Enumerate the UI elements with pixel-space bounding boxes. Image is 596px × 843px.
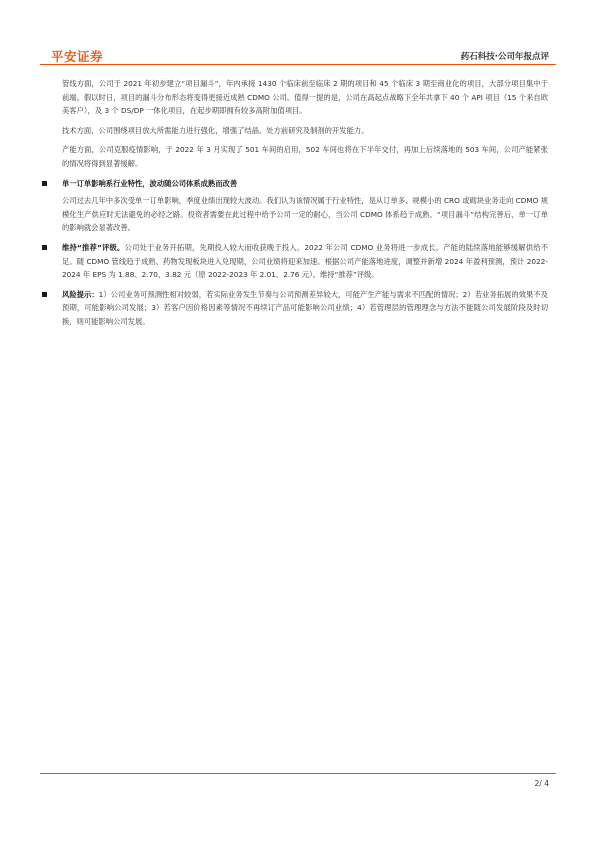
bullet-square-icon [42, 245, 47, 250]
company-logo: 平安证券 [51, 49, 104, 64]
rating-text: 公司处于业务开拓期，先期投入较大而收获晚于投入。2022 年公司 CDMO 业务将进一步成长，产能的陆续落地能够缓解供给不足。随 CDMO 管线趋于成熟、药物发现板块进入兑现期，公司业绩将迎来加速。根据公司产能落地进度，调整并新增 2024 年盈利预测，预计 2022-2024 年 EPS 为 1.88、2.70、3.82 元（原 2022-2023 年 2.01、2.76 元）。维持“推荐”评级。 [62, 242, 549, 280]
section-text: 公司过去几年中多次受单一订单影响，季度业绩出现较大波动。我们认为该情况属于行业特性，是从订单多、规模小的 CRO 或砌块业务走向 CDMO 规模化生产供应时无法避免的必经之路。投资者需要在此过程中给予公司一定的耐心，当公司 CDMO 体系趋于成熟、“项目漏斗”结构完善后，单一订单的影响就会显著改善。 [62, 196, 548, 233]
section-rating [62, 241, 548, 282]
section-heading: 单一订单影响系行业特性，波动随公司体系成熟而改善 [62, 178, 238, 188]
page-number: 2/ 4 [534, 779, 549, 788]
section-single-order [62, 177, 548, 235]
rating-lead: 维持“推荐”评级。 [62, 242, 125, 252]
report-type-label: 药石科技·公司年报点评 [460, 52, 549, 62]
risk-lead: 风险提示： [62, 289, 99, 299]
section-risk [62, 288, 548, 329]
rating-paragraph [62, 241, 548, 282]
paragraph-technology: 技术方面，公司围绕项目放大所需能力进行强化，增强了结晶、处方前研究及制剂的开发能力。 [62, 125, 369, 135]
risk-text: 1）公司业务可预测性相对较弱，若实际业务发生节奏与公司预测差异较大，可能产生产能与需求不匹配的情况；2）若业务拓展的效果不及预期，可能影响公司发展；3）若客户因价格因素等情况不再续订产品可能影响公司业绩；4）若管理层的管理理念与方法不能随公司发展阶段及时切换，则可能影响公司发展。 [62, 289, 549, 326]
header-divider [40, 64, 556, 65]
paragraph-pipeline: 管线方面，公司于 2021 年初步建立“项目漏斗”，年内承接 1430 个临床前至临床 2 期的项目和 45 个临床 3 期至商业化的项目，大部分项目集中于前端。假以时日，项目的漏斗分布形态将变得更接近成熟 CDMO 公司。值得一提的是，公司在高起点战略下全年共拿下 40 个 API 项目（15 个来自欧美客户），及 3 个 DS/DP 一体化项目，在起步期即拥有较多高附加值项目。 [62, 79, 548, 116]
bullet-square-icon [42, 181, 47, 186]
report-body [62, 77, 548, 335]
paragraph-capacity: 产能方面，公司克服疫情影响，于 2022 年 3 月实现了 501 车间的启用，502 车间也将在下半年交付，再加上后续落地的 503 车间，公司产能紧张的情况将得到显著缓解。 [62, 145, 548, 168]
bullet-square-icon [42, 292, 47, 297]
footer-divider [40, 773, 556, 774]
risk-paragraph [62, 288, 548, 329]
